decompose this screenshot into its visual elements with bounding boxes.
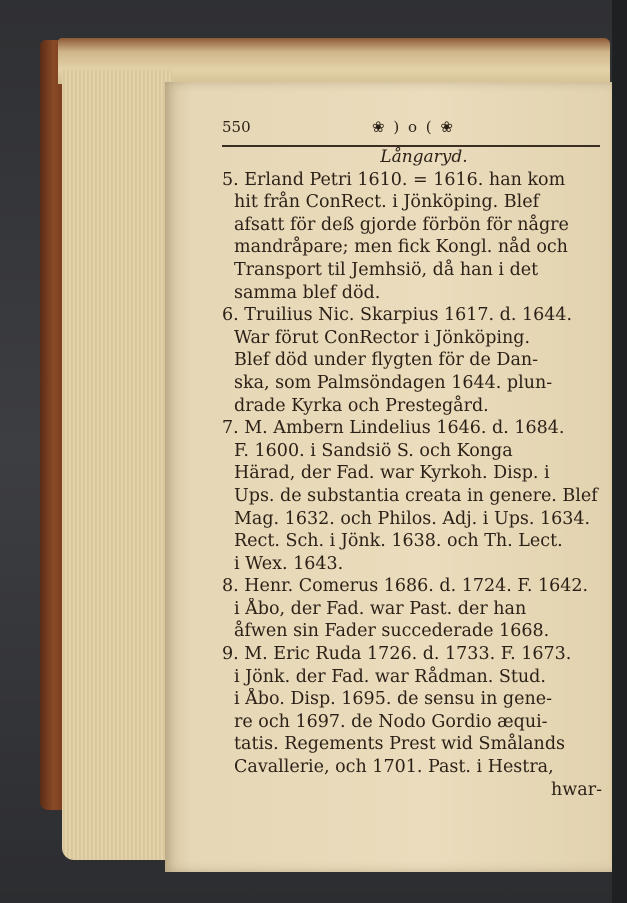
text-line: drade Kyrka och Prestegård. [234, 395, 489, 416]
page-header [222, 118, 594, 142]
text-line: i Åbo. Disp. 1695. de sensu in gene- [234, 689, 553, 710]
text-line: 5. Erland Petri 1610. = 1616. han kom [222, 169, 566, 190]
text-line: afsatt för deß gjorde förbön för någre [234, 214, 569, 235]
page-text [222, 146, 606, 801]
text-line: Cavallerie, och 1701. Past. i Hestra, [234, 757, 554, 778]
text-line: samma blef död. [234, 282, 381, 303]
text-line: hit från ConRect. i Jönköping. Blef [234, 192, 540, 213]
text-line: i Jönk. der Fad. war Rådman. Stud. [234, 666, 546, 687]
text-line: i Wex. 1643. [234, 553, 344, 574]
text-line: Rect. Sch. i Jönk. 1638. och Th. Lect. [234, 531, 563, 552]
page-edges [62, 70, 172, 860]
text-line: War förut ConRector i Jönköping. [234, 327, 531, 348]
text-line: mandråpare; men fick Kongl. nåd och [234, 237, 568, 258]
text-line: 7. M. Ambern Lindelius 1646. d. 1684. [222, 418, 565, 439]
text-line: Blef död under flygten för de Dan- [234, 350, 539, 371]
right-shadow [612, 0, 627, 903]
text-line: åfwen sin Fader succederade 1668. [234, 621, 550, 642]
ornament: ❀ ) o ( ❀ [372, 118, 455, 136]
text-line: 6. Truilius Nic. Skarpius 1617. d. 1644. [222, 305, 573, 326]
catchword: hwar- [551, 779, 602, 800]
text-line: Härad, der Fad. war Kyrkoh. Disp. i [234, 463, 550, 484]
text-line: 9. M. Eric Ruda 1726. d. 1733. F. 1673. [222, 644, 572, 665]
text-line: re och 1697. de Nodo Gordio æqui- [234, 711, 548, 732]
text-line: 8. Henr. Comerus 1686. d. 1724. F. 1642. [222, 576, 589, 597]
text-line: Transport til Jemhsiö, då han i det [234, 259, 539, 280]
text-line: tatis. Regements Prest wid Smålands [234, 734, 566, 755]
text-line: Mag. 1632. och Philos. Adj. i Ups. 1634. [234, 508, 591, 529]
section-title: Långaryd. [380, 147, 468, 167]
page-number: 550 [222, 118, 251, 136]
text-line: ska, som Palmsöndagen 1644. plun- [234, 372, 553, 393]
text-line: Ups. de substantia creata in genere. Blef [234, 485, 598, 506]
text-line: i Åbo, der Fad. war Past. der han [234, 598, 527, 619]
text-line: F. 1600. i Sandsiö S. och Konga [234, 440, 513, 461]
